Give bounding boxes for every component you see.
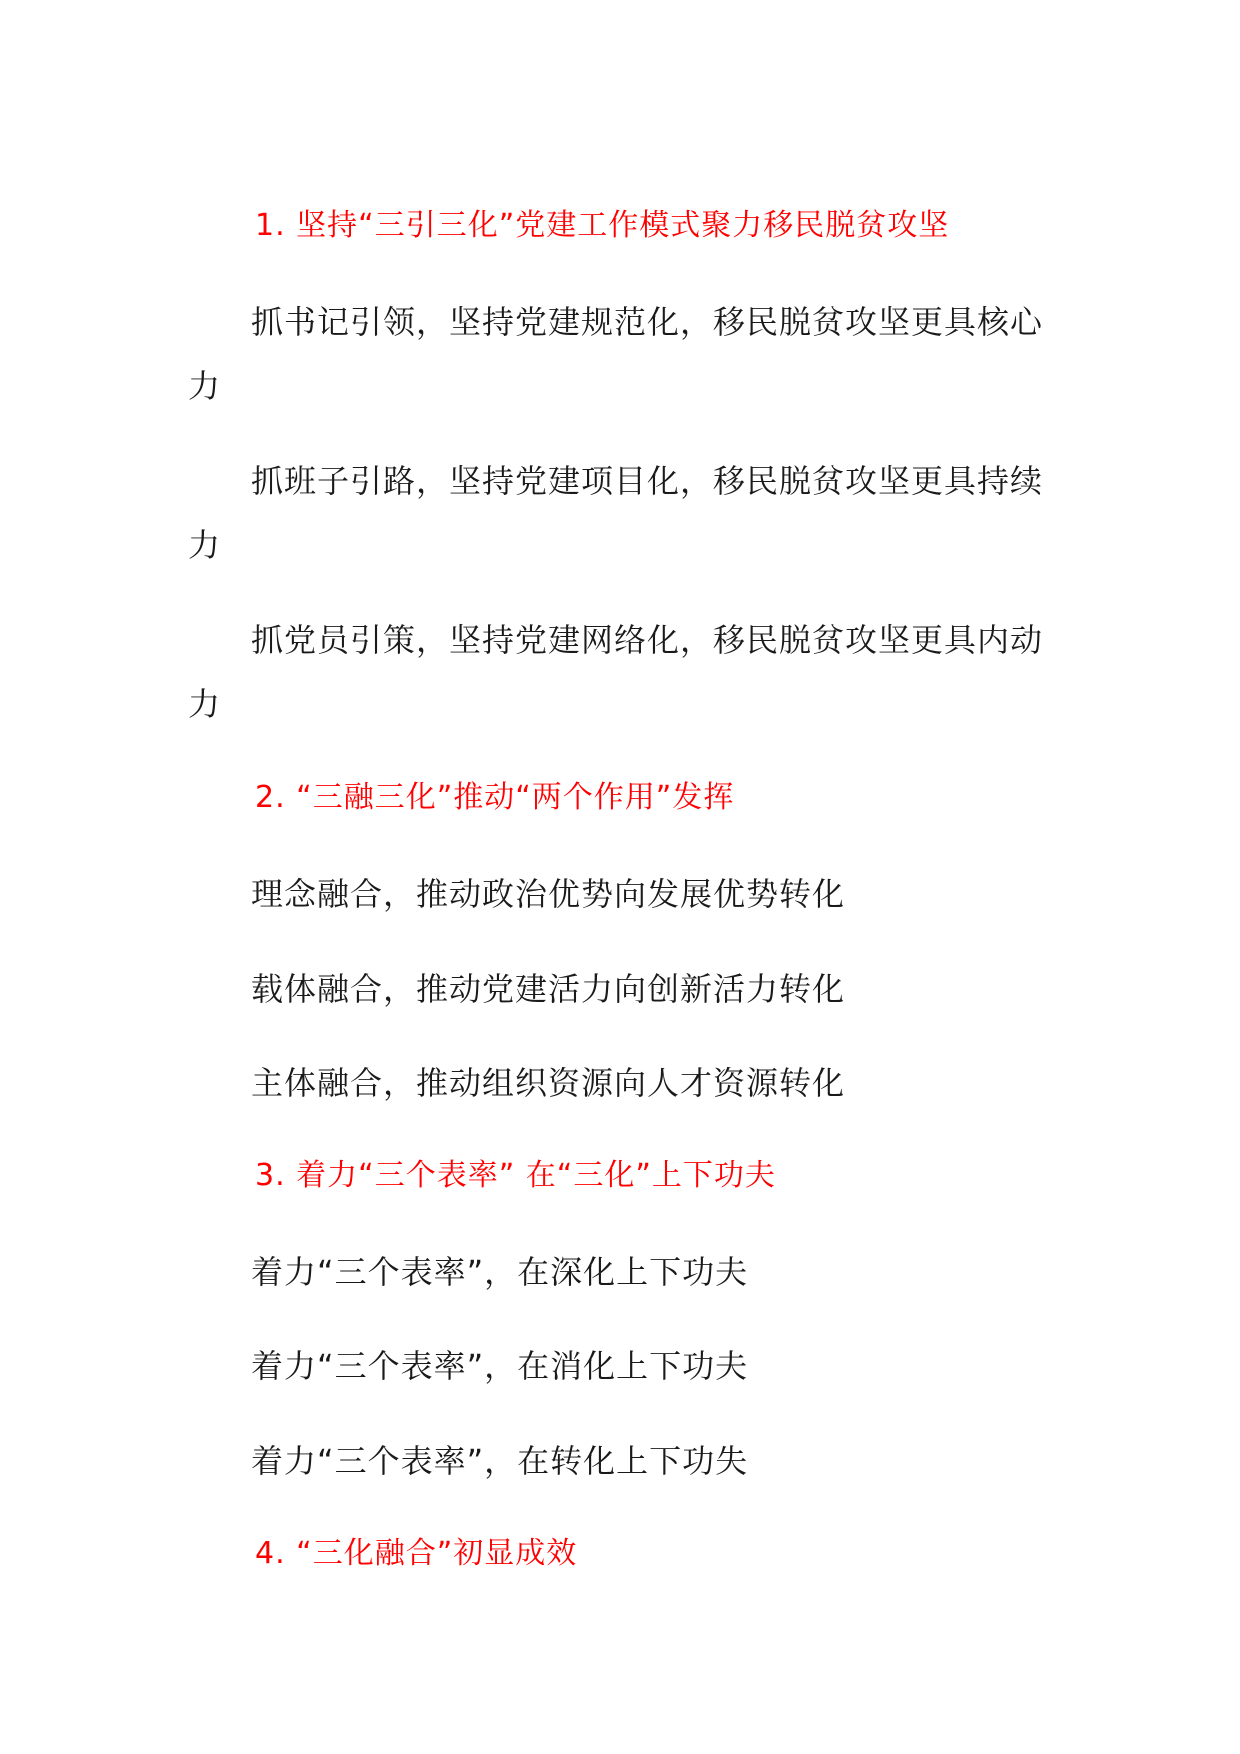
section-heading-3: 3. 着力“三个表率” 在“三化”上下功夫 [255, 1158, 776, 1193]
paragraph-2-1: 理念融合，推动政治优势向发展优势转化 [251, 875, 846, 913]
section-heading-2: 2. “三融三化”推动“两个作用”发挥 [255, 780, 735, 815]
paragraph-3-1: 着力“三个表率”，在深化上下功夫 [251, 1253, 749, 1291]
section-heading-1: 1. 坚持“三引三化”党建工作模式聚力移民脱贫攻坚 [255, 208, 950, 243]
paragraph-1-1: 抓书记引领，坚持党建规范化，移民脱贫攻坚更具核心力 [188, 303, 1044, 405]
paragraph-1-3: 抓党员引策，坚持党建网络化，移民脱贫攻坚更具内动力 [188, 621, 1044, 723]
paragraph-2-3: 主体融合，推动组织资源向人才资源转化 [251, 1064, 846, 1102]
section-heading-4: 4. “三化融合”初显成效 [255, 1536, 578, 1571]
paragraph-3-3: 着力“三个表率”，在转化上下功失 [251, 1442, 749, 1480]
paragraph-2-2: 载体融合，推动党建活力向创新活力转化 [251, 970, 846, 1008]
paragraph-3-2: 着力“三个表率”，在消化上下功夫 [251, 1347, 749, 1385]
paragraph-1-2: 抓班子引路，坚持党建项目化，移民脱贫攻坚更具持续力 [188, 462, 1044, 564]
